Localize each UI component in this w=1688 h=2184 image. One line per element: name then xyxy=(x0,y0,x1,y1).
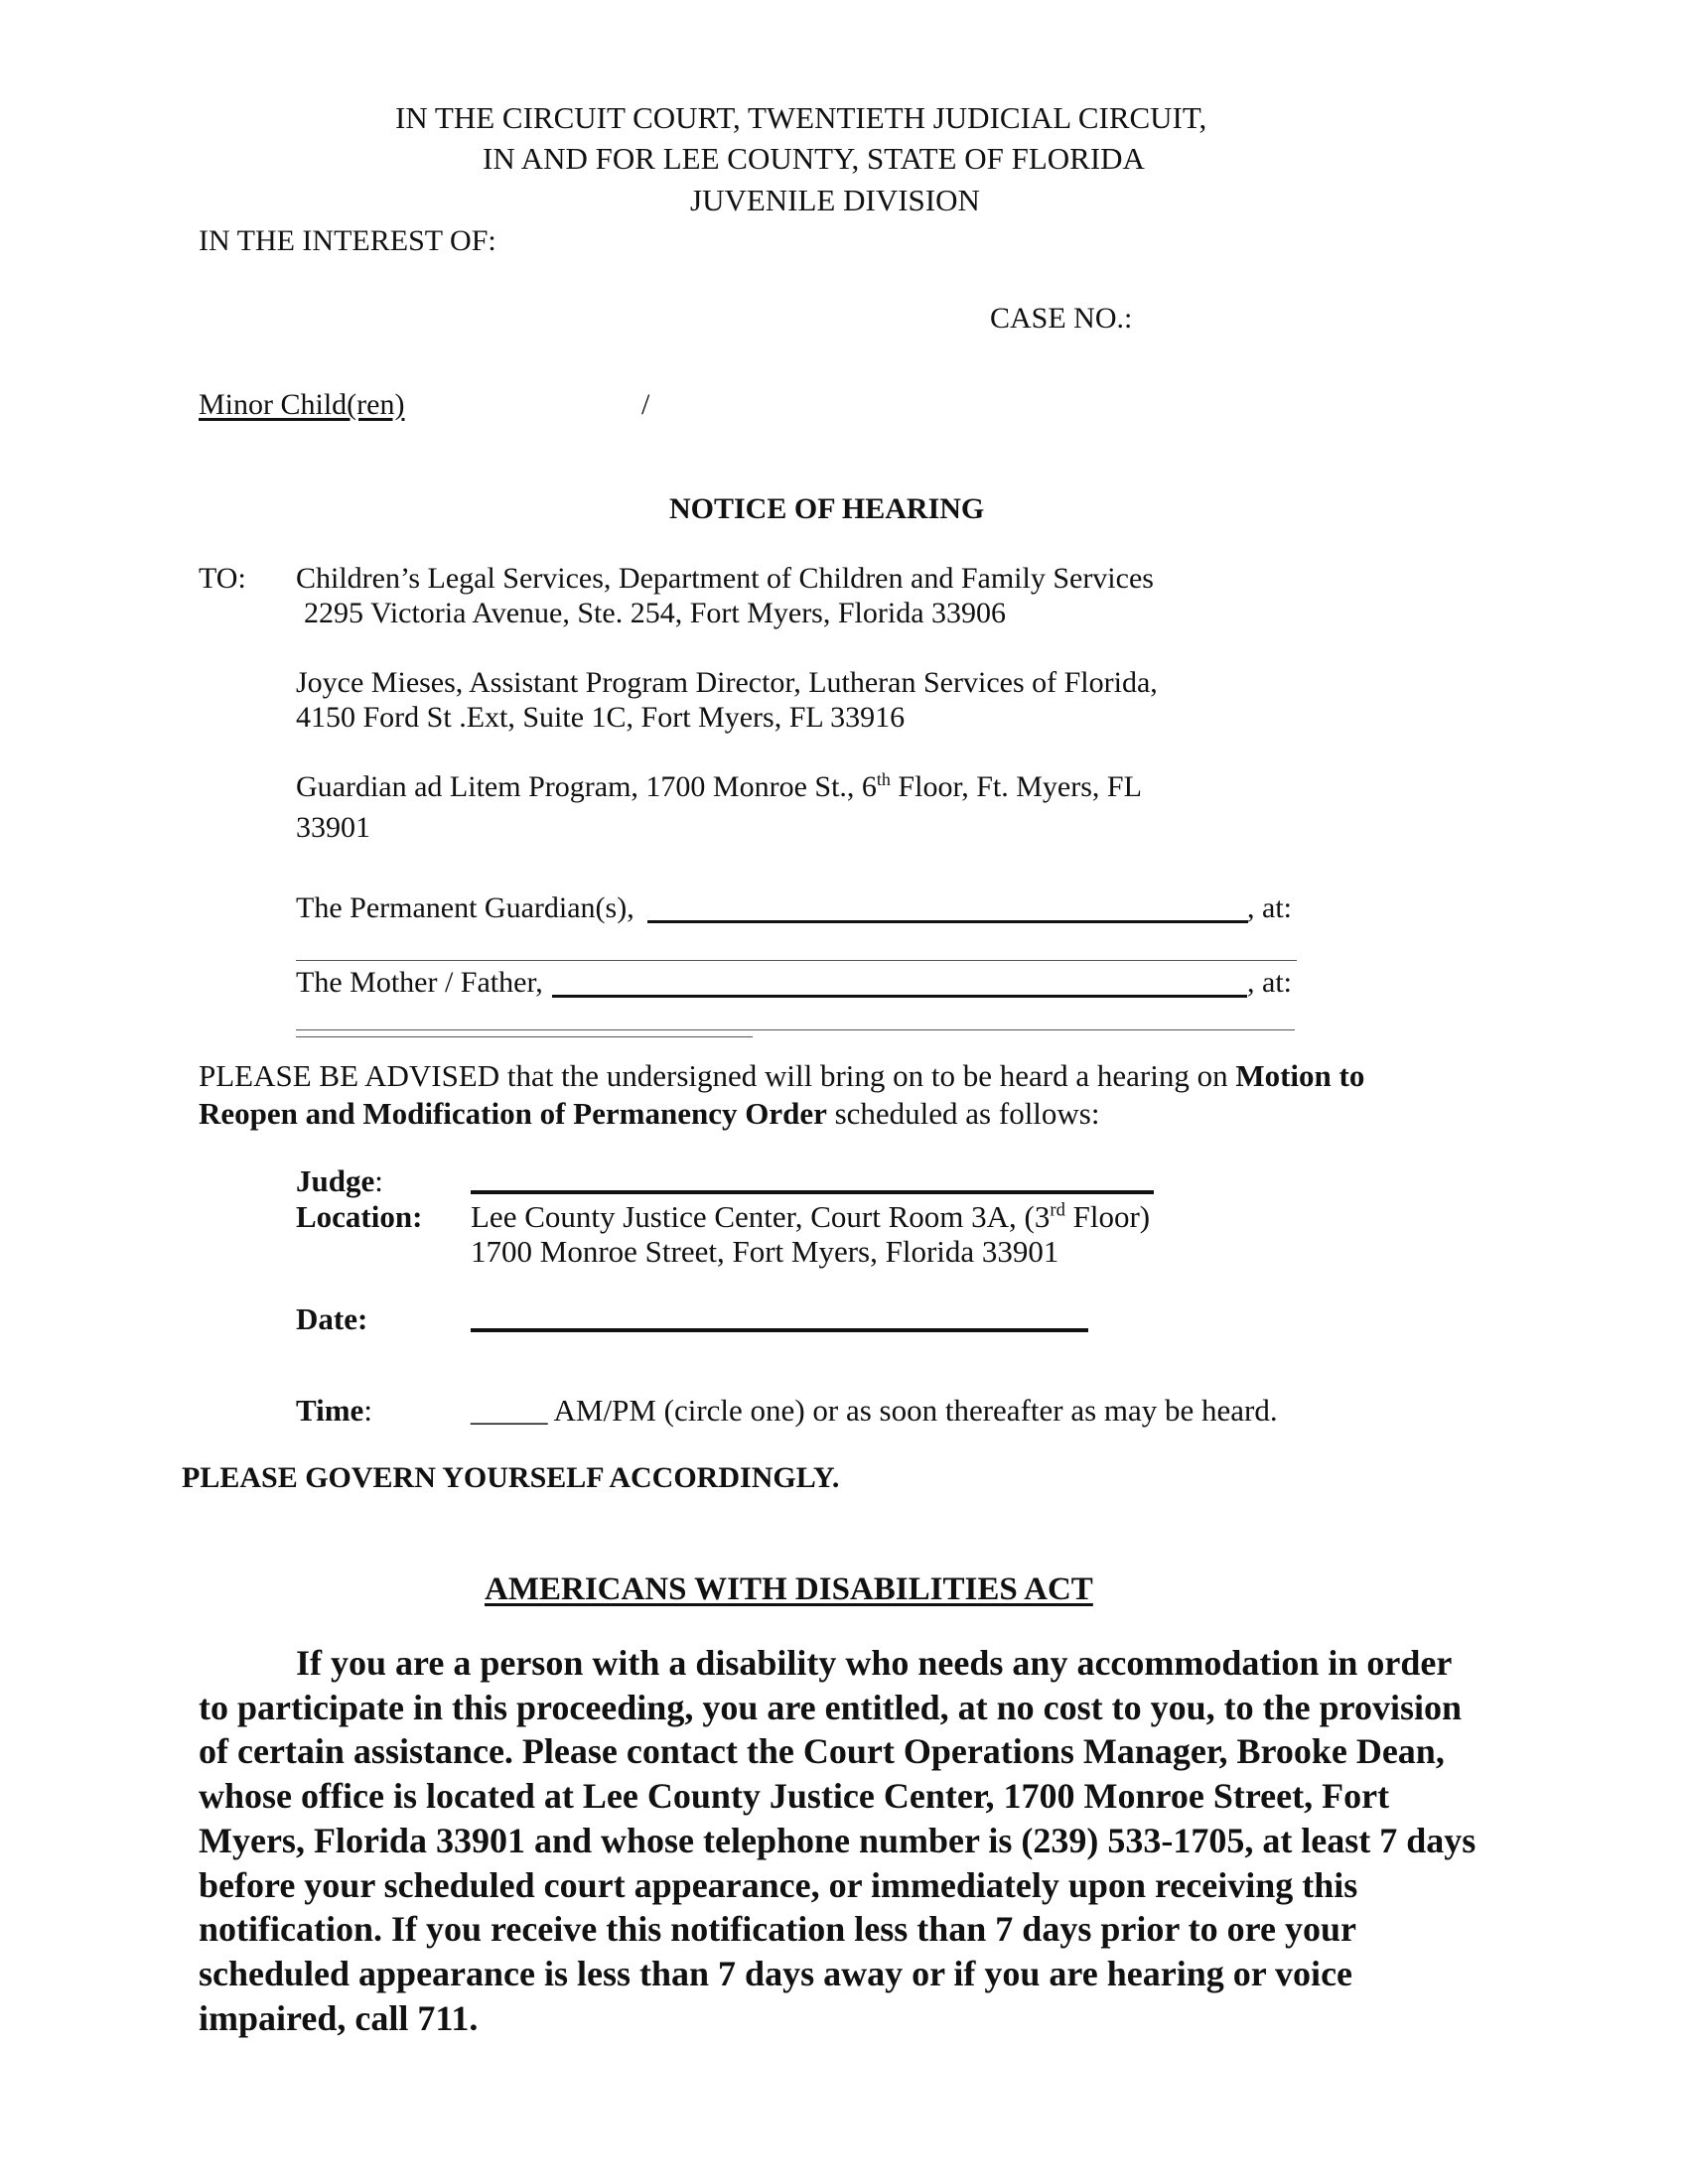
judge-label xyxy=(296,1163,383,1199)
location-line-2: 1700 Monroe Street, Fort Myers, Florida 33901 xyxy=(471,1234,1059,1269)
recipient-lsf-line-2: 4150 Ford St .Ext, Suite 1C, Fort Myers, FL 33916 xyxy=(296,701,906,734)
gal-address-end: Floor, Ft. Myers, FL xyxy=(890,770,1142,803)
recipient-cls-line-2: 2295 Victoria Avenue, Ste. 254, Fort Myers, Florida 33906 xyxy=(304,597,1007,629)
location-line-1-end: Floor) xyxy=(1064,1199,1151,1234)
advisory-motion-part-1: Motion to xyxy=(1235,1058,1365,1093)
recipient-gal-line-2: 33901 xyxy=(296,811,370,844)
location-floor-suffix: rd xyxy=(1050,1199,1065,1221)
date-label: Date: xyxy=(296,1301,368,1336)
time-label xyxy=(296,1393,372,1429)
in-the-interest-of: IN THE INTEREST OF: xyxy=(199,224,496,257)
permanent-guardian-blank[interactable] xyxy=(647,920,1248,923)
time-blank[interactable]: _____ xyxy=(471,1393,548,1428)
time-text: AM/PM (circle one) or as soon thereafter as may be heard. xyxy=(547,1393,1278,1428)
judge-blank[interactable] xyxy=(471,1190,1154,1194)
court-header-line-3: JUVENILE DIVISION xyxy=(690,183,980,217)
location-line-1-start: Lee County Justice Center, Court Room 3A, (3 xyxy=(471,1199,1051,1234)
location-label: Location: xyxy=(296,1199,423,1234)
advisory-line-2 xyxy=(199,1096,1099,1132)
caption-slash: / xyxy=(641,388,650,421)
recipient-cls-line-1: Children’s Legal Services, Department of Children and Family Services xyxy=(296,562,1154,595)
notice-title: NOTICE OF HEARING xyxy=(669,492,985,525)
case-number-label: CASE NO.: xyxy=(990,302,1133,335)
mother-father-blank[interactable] xyxy=(552,995,1247,998)
advisory-tail: scheduled as follows: xyxy=(826,1096,1100,1131)
judge-label-text: Judge xyxy=(296,1163,375,1198)
advisory-lead: PLEASE BE ADVISED that the undersigned will bring on to be heard a hearing on xyxy=(199,1058,1236,1093)
gal-floor-suffix: th xyxy=(876,769,891,789)
gal-address-start: Guardian ad Litem Program, 1700 Monroe St., 6 xyxy=(296,770,877,803)
to-label: TO: xyxy=(199,562,246,595)
court-header-line-1: IN THE CIRCUIT COURT, TWENTIETH JUDICIAL CIRCUIT, xyxy=(395,100,1207,135)
time-label-colon: : xyxy=(363,1393,372,1428)
ada-paragraph: If you are a person with a disability who needs any accommodation in order to participate in this proceeding, you are entitled, at no cost to you, to the provision of certain assistance. Please contact the Court Operations Manager, Brooke Dean, whose office is located at Lee County Justice Center, 1700 Monroe Street, Fort Myers, Florida 33901 and whose telephone number is (239) 533-1705, at least 7 days before your scheduled court appearance, or immediately upon receiving this notification. If you receive this notification less than 7 days prior to ore your scheduled appearance is less than 7 days away or if you are hearing or voice impaired, call 711. xyxy=(199,1643,1477,2038)
mother-father-label: The Mother / Father, xyxy=(296,966,543,999)
time-line xyxy=(471,1393,1278,1429)
recipient-lsf-line-1: Joyce Mieses, Assistant Program Director, Lutheran Services of Florida, xyxy=(296,666,1158,699)
court-header-line-2: IN AND FOR LEE COUNTY, STATE OF FLORIDA xyxy=(483,141,1145,176)
minor-children-label: Minor Child(ren) xyxy=(199,388,405,421)
advisory-line-1 xyxy=(199,1058,1364,1094)
date-blank[interactable] xyxy=(471,1328,1088,1332)
advisory-motion-part-2: Reopen and Modification of Permanency Order xyxy=(199,1096,827,1131)
permanent-guardian-address-line[interactable] xyxy=(296,960,1297,961)
govern-yourself: PLEASE GOVERN YOURSELF ACCORDINGLY. xyxy=(182,1461,840,1494)
permanent-guardian-at: , at: xyxy=(1247,891,1292,924)
mother-father-address-line-2[interactable] xyxy=(296,1036,753,1037)
permanent-guardian-label: The Permanent Guardian(s), xyxy=(296,891,634,924)
mother-father-at: , at: xyxy=(1247,966,1292,999)
location-line-1 xyxy=(471,1199,1150,1235)
time-label-text: Time xyxy=(296,1393,364,1428)
mother-father-address-line-1[interactable] xyxy=(296,1029,1295,1030)
judge-label-colon: : xyxy=(374,1163,383,1198)
ada-heading: AMERICANS WITH DISABILITIES ACT xyxy=(485,1571,1093,1607)
recipient-gal-line-1 xyxy=(296,770,1142,804)
